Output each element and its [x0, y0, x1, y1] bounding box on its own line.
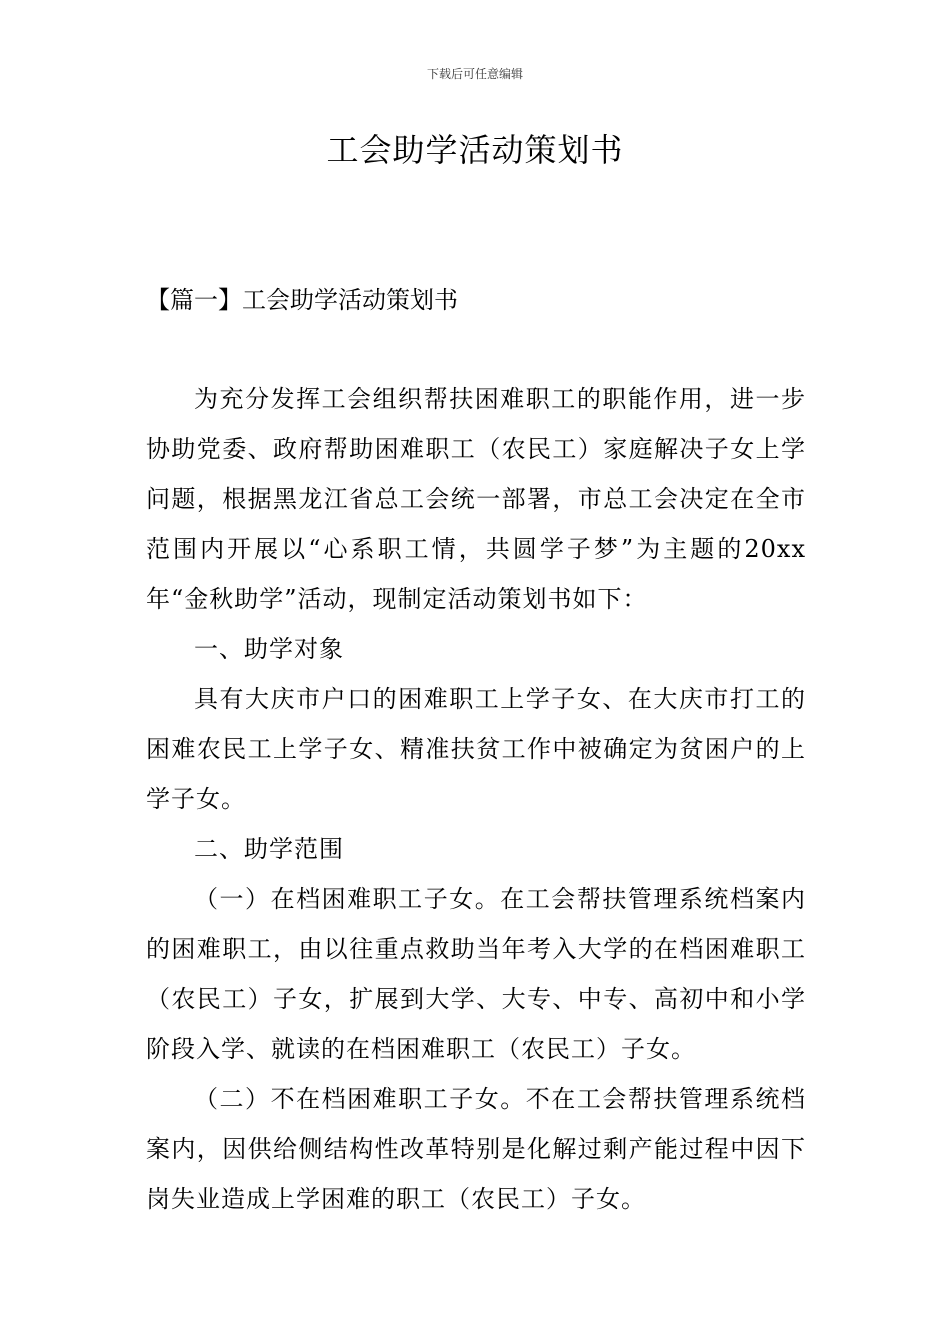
subheading-aid-recipients: 一、助学对象 — [194, 635, 344, 663]
section-heading: 【篇一】工会助学活动策划书 — [146, 286, 458, 314]
intro-paragraph: 为充分发挥工会组织帮扶困难职工的职能作用，进一步协助党委、政府帮助困难职工（农民工）家庭解决子女上学问题，根据黑龙江省总工会统一部署，市总工会决定在全市范围内开展以“心系职工情，共圆学子梦”为主题的20xx年“金秋助学”活动，现制定活动策划书如下： — [146, 385, 806, 613]
document-title: 工会助学活动策划书 — [326, 131, 624, 169]
document-body — [146, 374, 806, 1224]
scope-item-2-paragraph: （二）不在档困难职工子女。不在工会帮扶管理系统档案内，因供给侧结构性改革特别是化解过剩产能过程中因下岗失业造成上学困难的职工（农民工）子女。 — [146, 1085, 806, 1213]
header-note: 下载后可任意编辑 — [426, 67, 523, 81]
subheading-aid-scope: 二、助学范围 — [194, 835, 344, 863]
aid-recipients-paragraph: 具有大庆市户口的困难职工上学子女、在大庆市打工的困难农民工上学子女、精准扶贫工作中被确定为贫困户的上学子女。 — [146, 685, 806, 813]
scope-item-1-paragraph: （一）在档困难职工子女。在工会帮扶管理系统档案内的困难职工，由以往重点救助当年考入大学的在档困难职工（农民工）子女，扩展到大学、大专、中专、高初中和小学阶段入学、就读的在档困难职工（农民工）子女。 — [146, 885, 806, 1063]
